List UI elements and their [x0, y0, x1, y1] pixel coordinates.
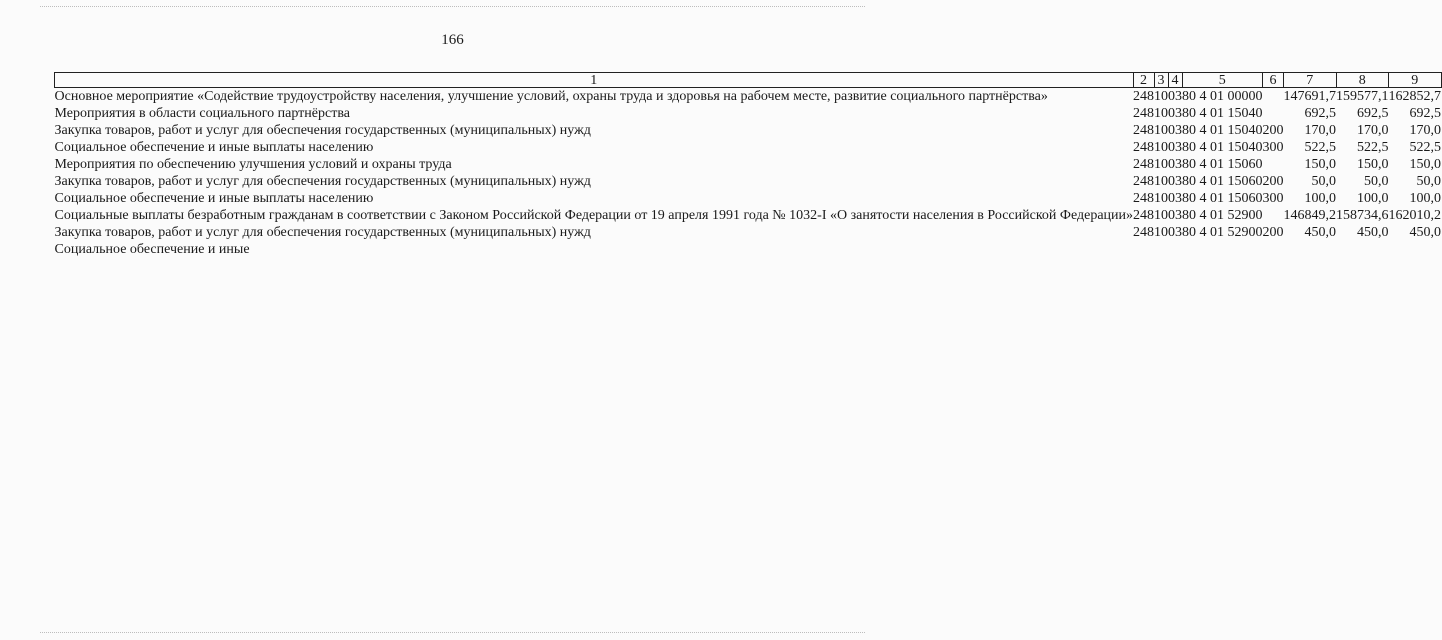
row-amount-col8: 100,0 [1357, 191, 1389, 206]
row-admin-code: 248 [1133, 157, 1155, 172]
row-amount-col8: 522,5 [1357, 140, 1389, 155]
row-section: 10 [1154, 191, 1169, 206]
header-col-6: 6 [1263, 73, 1284, 88]
row-admin-code: 248 [1133, 106, 1155, 121]
header-col-5: 5 [1182, 73, 1263, 88]
table-row [55, 173, 1442, 190]
row-section: 10 [1154, 123, 1169, 138]
row-subsection: 03 [1168, 123, 1183, 138]
row-subsection [1168, 241, 1182, 258]
row-description: Основное мероприятие «Содействие трудоустройству населения, улучшение условий, охраны труда и здоровья на рабочем месте, развитие социального партнёрства» [54, 89, 1048, 104]
row-amount-col8: 159577,1 [1336, 89, 1389, 104]
row-description: Мероприятия в области социального партнёрства [54, 106, 350, 121]
header-col-4: 4 [1168, 73, 1182, 88]
table-row [55, 207, 1442, 224]
row-amount-col9: 162010,2 [1388, 208, 1442, 223]
row-expense-type: 200 [1262, 174, 1284, 189]
row-target-article: 80 4 01 15040 [1182, 140, 1263, 155]
row-target-article: 80 4 01 52900 [1182, 208, 1263, 223]
row-expense-type: 200 [1262, 123, 1284, 138]
row-amount-col9 [1389, 241, 1442, 258]
row-amount-col8: 692,5 [1357, 106, 1389, 121]
row-description: Мероприятия по обеспечению улучшения условий и охраны труда [54, 157, 452, 172]
header-row [55, 73, 1442, 88]
row-section: 10 [1154, 225, 1169, 240]
row-description: Социальное обеспечение и иные выплаты населению [54, 191, 374, 206]
table-row [55, 105, 1442, 122]
table-row [55, 224, 1442, 241]
row-target-article: 80 4 01 15060 [1182, 157, 1263, 172]
row-subsection: 03 [1168, 208, 1183, 223]
row-description: Социальное обеспечение и иные [54, 242, 250, 257]
row-amount-col7: 170,0 [1304, 123, 1337, 138]
row-admin-code: 248 [1133, 191, 1155, 206]
row-amount-col9: 50,0 [1416, 174, 1442, 189]
row-expense-type: 200 [1262, 225, 1284, 240]
row-expense-type: 300 [1262, 140, 1284, 155]
row-section: 10 [1154, 140, 1169, 155]
row-amount-col7: 522,5 [1304, 140, 1337, 155]
row-description: Социальные выплаты безработным гражданам в соответствии с Законом Российской Федерации от 19 апреля 1991 года № 1032-I «О занятости населения в Российской Федерации» [54, 208, 1134, 223]
table-row [55, 241, 1442, 258]
row-target-article: 80 4 01 15060 [1182, 174, 1263, 189]
row-amount-col9: 100,0 [1409, 191, 1442, 206]
row-subsection: 03 [1168, 157, 1183, 172]
scan-border-bottom [40, 632, 865, 634]
row-section: 10 [1154, 174, 1169, 189]
row-amount-col9: 450,0 [1409, 225, 1442, 240]
row-target-article: 80 4 01 15040 [1182, 106, 1263, 121]
row-target-article: 80 4 01 52900 [1182, 225, 1263, 240]
table-row [55, 122, 1442, 139]
row-amount-col7: 50,0 [1311, 174, 1337, 189]
header-col-1: 1 [55, 73, 1134, 88]
row-amount-col9: 522,5 [1409, 140, 1442, 155]
table-row [55, 139, 1442, 156]
row-subsection: 03 [1168, 140, 1183, 155]
table-row [55, 156, 1442, 173]
row-admin-code: 248 [1133, 89, 1155, 104]
header-col-3: 3 [1154, 73, 1168, 88]
page-number: 166 [441, 32, 464, 48]
row-expense-type [1263, 156, 1284, 173]
table-row [55, 190, 1442, 207]
header-col-8: 8 [1336, 73, 1389, 88]
row-amount-col7: 150,0 [1304, 157, 1337, 172]
row-section [1154, 241, 1168, 258]
row-amount-col7: 147691,7 [1283, 89, 1337, 104]
row-amount-col7: 450,0 [1304, 225, 1337, 240]
row-admin-code: 248 [1133, 225, 1155, 240]
row-subsection: 03 [1168, 106, 1183, 121]
row-amount-col9: 150,0 [1409, 157, 1442, 172]
row-expense-type [1263, 88, 1284, 106]
row-amount-col8: 158734,6 [1336, 208, 1389, 223]
row-description: Закупка товаров, работ и услуг для обеспечения государственных (муниципальных) нужд [54, 225, 591, 240]
header-col-7: 7 [1284, 73, 1337, 88]
row-subsection: 03 [1168, 89, 1183, 104]
budget-table [54, 72, 1442, 258]
row-subsection: 03 [1168, 191, 1183, 206]
row-description: Социальное обеспечение и иные выплаты населению [54, 140, 374, 155]
row-section: 10 [1154, 89, 1169, 104]
row-amount-col8: 170,0 [1357, 123, 1389, 138]
row-amount-col9: 692,5 [1409, 106, 1442, 121]
row-target-article: 80 4 01 00000 [1182, 89, 1263, 104]
row-section: 10 [1154, 208, 1169, 223]
row-description: Закупка товаров, работ и услуг для обеспечения государственных (муниципальных) нужд [54, 123, 591, 138]
row-expense-type [1263, 241, 1284, 258]
header-col-9: 9 [1389, 73, 1442, 88]
row-admin-code: 248 [1133, 140, 1155, 155]
row-amount-col9: 170,0 [1409, 123, 1442, 138]
row-amount-col7: 692,5 [1304, 106, 1337, 121]
row-amount-col9: 162852,7 [1388, 89, 1442, 104]
row-target-article [1182, 241, 1263, 258]
row-admin-code: 248 [1133, 174, 1155, 189]
row-admin-code: 248 [1133, 208, 1155, 223]
table-header [55, 73, 1442, 88]
row-amount-col7 [1284, 241, 1337, 258]
table-body [55, 88, 1442, 259]
row-section: 10 [1154, 157, 1169, 172]
scan-border-top [40, 6, 865, 8]
row-expense-type [1263, 207, 1284, 224]
row-target-article: 80 4 01 15040 [1182, 123, 1263, 138]
row-admin-code: 248 [1133, 123, 1155, 138]
row-section: 10 [1154, 106, 1169, 121]
row-description: Закупка товаров, работ и услуг для обеспечения государственных (муниципальных) нужд [54, 174, 591, 189]
row-amount-col8: 50,0 [1364, 174, 1389, 189]
header-col-2: 2 [1133, 73, 1154, 88]
row-expense-type [1263, 105, 1284, 122]
row-expense-type: 300 [1262, 191, 1284, 206]
row-amount-col8 [1336, 241, 1389, 258]
row-amount-col8: 450,0 [1357, 225, 1389, 240]
row-amount-col7: 100,0 [1304, 191, 1337, 206]
table-row [55, 88, 1442, 106]
row-admin-code [1133, 241, 1154, 258]
row-subsection: 03 [1168, 174, 1183, 189]
row-target-article: 80 4 01 15060 [1182, 191, 1263, 206]
row-subsection: 03 [1168, 225, 1183, 240]
row-amount-col8: 150,0 [1357, 157, 1389, 172]
row-amount-col7: 146849,2 [1283, 208, 1337, 223]
